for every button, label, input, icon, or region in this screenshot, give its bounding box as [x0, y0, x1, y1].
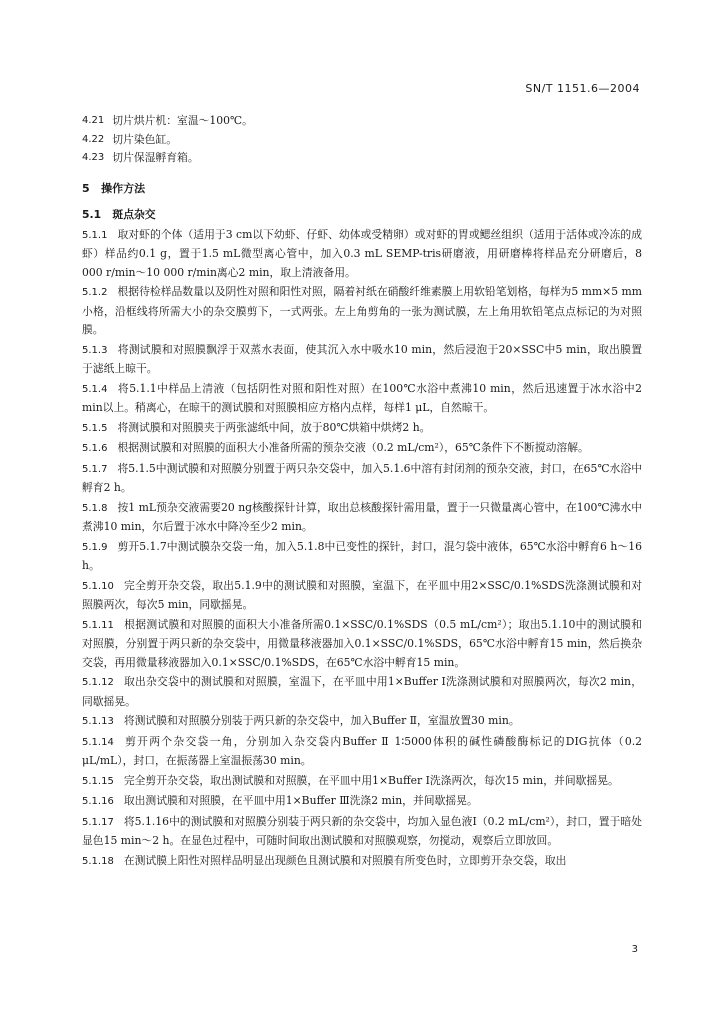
paragraph-number: 5.1.11: [82, 619, 114, 631]
paragraph-text: 根据测试膜和对照膜的面积大小准备所需的预杂交液（0.2 mL/cm²），65℃条件下不断搅动溶解。: [117, 441, 589, 454]
paragraph-text: 将5.1.16中的测试膜和对照膜分别装于两只新的杂交袋中，均加入显色液Ⅰ（0.2 mL/cm²），封口，置于暗处显色15 min～2 h。在显色过程中，可随时间取出测试膜和对照膜观察，勿搅动，观察后立即放回。: [82, 814, 642, 847]
paragraph: [82, 341, 642, 379]
paragraph: [82, 772, 642, 792]
paragraph: [82, 538, 642, 576]
paragraph-text: 将测试膜和对照膜飘浮于双蒸水表面，使其沉入水中吸水10 min，然后浸泡于20×SSC中5 min，取出膜置于滤纸上晾干。: [82, 342, 642, 375]
paragraph-text: 将测试膜和对照膜分别装于两只新的杂交袋中，加入Buffer Ⅱ，室温放置30 min。: [123, 714, 520, 727]
paragraph-text: 完全剪开杂交袋，取出测试膜和对照膜，在平皿中用1×Buffer Ⅰ洗涤两次，每次15 min，并间歇摇晃。: [123, 773, 619, 787]
paragraph-number: 5.1.7: [82, 463, 108, 475]
paragraph: [82, 283, 642, 340]
list-item: [82, 112, 642, 131]
paragraph-text: 取出测试膜和对照膜，在平皿中用1×Buffer Ⅲ洗涤2 min，并间歇摇晃。: [123, 794, 478, 807]
paragraph: [82, 792, 642, 812]
section-heading: [82, 180, 642, 199]
paragraph: [82, 419, 642, 439]
section-title: 操作方法: [101, 181, 146, 195]
paragraph-text: 完全剪开杂交袋，取出5.1.9中的测试膜和对照膜，室温下，在平皿中用2×SSC/0.1%SDS洗涤测试膜和对照膜两次，每次5 min，同歇摇晃。: [82, 578, 642, 611]
list-item: [82, 149, 642, 168]
paragraph-number: 5.1.15: [82, 775, 114, 787]
subsection-title: 斑点杂交: [112, 208, 156, 221]
paragraph: [82, 439, 642, 459]
section-number: 5: [82, 181, 90, 195]
paragraph-text: 按1 mL预杂交液需要20 ng核酸探针计算，取出总核酸探针需用量，置于一只微量离心管中，在100℃沸水中煮沸10 min，尔后置于冰水中降冷至少2 min。: [82, 500, 642, 533]
paragraph: [82, 813, 642, 851]
paragraph: [82, 712, 642, 732]
paragraph: [82, 226, 642, 283]
paragraph: [82, 733, 642, 771]
paragraph-text: 将测试膜和对照膜夹于两张滤纸中间，放于80℃烘箱中烘烤2 h。: [117, 420, 431, 434]
paragraph-number: 5.1.14: [82, 736, 114, 748]
paragraph-number: 5.1.3: [82, 344, 108, 356]
paragraph-number: 5.1.9: [82, 541, 108, 553]
list-item: [82, 131, 642, 150]
paragraph-number: 5.1.4: [82, 383, 108, 395]
document-body: [82, 112, 642, 872]
paragraph-text: 剪开两个杂交袋一角，分别加入杂交袋内Buffer Ⅱ 1∶5000体积的碱性磷酸酶标记的DIG抗体（0.2 μL/mL），封口，在振荡器上室温振荡30 min。: [82, 734, 642, 767]
paragraph-text: 取出杂交袋中的测试膜和对照膜，室温下，在平皿中用1×Buffer Ⅰ洗涤测试膜和对照膜两次，每次2 min，同歇摇晃。: [82, 675, 642, 708]
paragraph-text: 剪开5.1.7中测试膜杂交袋一角，加入5.1.8中已变性的探针，封口，混匀袋中液体，65℃水浴中孵育6 h～16 h。: [82, 539, 642, 572]
list-item-text: 切片保湿孵育箱。: [112, 151, 199, 164]
paragraph-number: 5.1.16: [82, 796, 114, 807]
paragraph: [82, 577, 642, 615]
paragraph: [82, 852, 642, 872]
paragraph-text: 根据测试膜和对照膜的面积大小准备所需0.1×SSC/0.1%SDS（0.5 mL/cm²）；取出5.1.10中的测试膜和对照膜，分别置于两只新的杂交袋中，用微量移液器加入0.1×SSC/0.1%SDS，65℃水浴中孵育15 min，然后换杂交袋，再用微量移液器加入0.1×SSC/0.1%SDS，在65℃水浴中孵育15 min。: [82, 617, 642, 669]
subsection-heading: [82, 206, 642, 225]
paragraph-number: 5.1.17: [82, 816, 114, 828]
list-item-number: 4.21: [82, 115, 105, 126]
list-item-number: 4.23: [82, 152, 105, 163]
paragraph-text: 根据待检样品数量以及阴性对照和阳性对照，隔着衬纸在硝酸纤维素膜上用软铅笔划格，每样为5 mm×5 mm小格，沿框线将所需大小的杂交膜剪下，一式两张。左上角剪角的一张为测试膜，左上角用软铅笔点点标记的为对照膜。: [82, 285, 642, 336]
list-item-number: 4.22: [82, 133, 105, 145]
paragraph: [82, 616, 642, 673]
paragraph-number: 5.1.6: [82, 443, 108, 454]
paragraph-number: 5.1.12: [82, 677, 114, 688]
paragraph-number: 5.1.10: [82, 580, 114, 592]
paragraph-number: 5.1.18: [82, 855, 114, 867]
paragraph-number: 5.1.2: [82, 287, 108, 298]
paragraph-text: 在测试膜上阳性对照样品明显出现颜色且测试膜和对照膜有所变色时，立即剪开杂交袋，取出: [123, 853, 567, 867]
paragraph: [82, 673, 642, 711]
paragraph-number: 5.1.5: [82, 422, 108, 434]
paragraph-text: 将5.1.5中测试膜和对照膜分别置于两只杂交袋中，加入5.1.6中溶有封闭剂的预杂交液，封口，在65℃水浴中孵育2 h。: [82, 461, 642, 494]
paragraph-number: 5.1.8: [82, 502, 108, 514]
paragraph-number: 5.1.1: [82, 229, 108, 241]
paragraph-text: 取对虾的个体（适用于3 cm以下幼虾、仔虾、幼体或受精卵）或对虾的胃或鳃丝组织（适用于活体或冷冻的成虾）样品约0.1 g，置于1.5 mL微型离心管中，加入0.3 mL SEMP-tris研磨液，用研磨棒将样品充分研磨后，8 000 r/min～10 000 r/min离心2 min，取上清液备用。: [82, 227, 642, 279]
paragraph-number: 5.1.13: [82, 716, 114, 727]
subsection-number: 5.1: [82, 208, 102, 221]
paragraph: [82, 460, 642, 498]
paragraph-text: 将5.1.1中样品上清液（包括阴性对照和阳性对照）在100℃水浴中煮沸10 min，然后迅速置于冰水浴中2 min以上。稍离心，在晾干的测试膜和对照膜相应方格内点样，每样1 μL，自然晾干。: [82, 381, 642, 414]
paragraph: [82, 380, 642, 418]
list-item-text: 切片烘片机：室温～100℃。: [112, 114, 253, 127]
list-item-text: 切片染色缸。: [112, 132, 178, 146]
paragraph: [82, 499, 642, 537]
standard-code-header: SN/T 1151.6—2004: [525, 82, 640, 95]
page-number: 3: [631, 944, 638, 955]
